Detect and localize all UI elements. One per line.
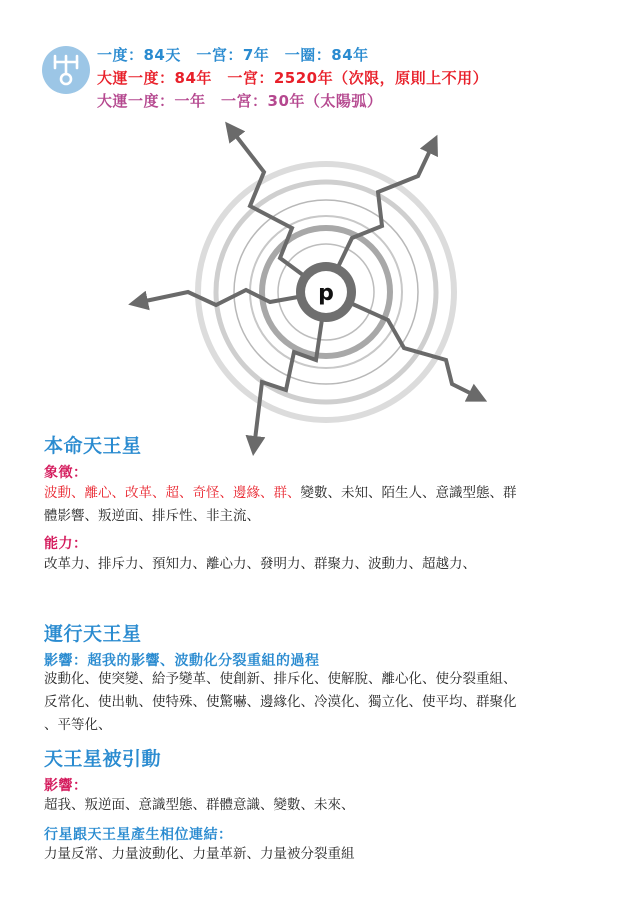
natal-ability-text: 改革力、排斥力、預知力、離心力、發明力、群聚力、波動力、超越力、 [44, 556, 476, 572]
natal-title: 本命天王星 [44, 435, 142, 457]
natal-symbol-line2: 體影響、叛逆面、排斥性、非主流、 [44, 508, 260, 524]
triggered-aspect-text: 力量反常、力量波動化、力量革新、力量被分裂重組 [44, 846, 355, 862]
transit-title: 運行天王星 [44, 623, 142, 645]
transit-line-1: 波動化、使突變、給予變革、使創新、排斥化、使解脫、離心化、使分裂重組、 [44, 671, 517, 687]
natal-symbol-label: 象徵： [44, 465, 88, 481]
natal-symbol-rest: 變數、未知、陌生人、意識型態、群 [300, 485, 517, 501]
header-line-2: 大運一度：84年 一宮：2520年（次限，原則上不用） [97, 69, 489, 87]
transit-line-3: 、平等化、 [44, 717, 112, 733]
triggered-title: 天王星被引動 [44, 748, 162, 770]
transit-text [44, 668, 592, 737]
transit-line-2: 反常化、使出軌、使特殊、使驚嚇、邊緣化、冷漠化、獨立化、使平均、群聚化 [44, 694, 517, 710]
center-label: p [318, 281, 334, 306]
natal-ability-label: 能力： [44, 536, 88, 552]
natal-symbol-red: 波動、離心、改革、超、奇怪、邊緣、群、 [44, 485, 301, 501]
triggered-aspect-label: 行星跟天王星產生相位連結： [44, 827, 233, 843]
header-line-3: 大運一度：一年 一宮：30年（太陽弧） [97, 92, 383, 110]
transit-influence-label: 影響：超我的影響、波動化分裂重組的過程 [44, 653, 320, 669]
uranus-diagram [100, 120, 520, 460]
header-line-1: 一度：84天 一宮：7年 一圈：84年 [97, 46, 369, 64]
natal-symbol-text [44, 482, 592, 528]
header-block [97, 44, 488, 113]
triggered-influence-label: 影響： [44, 778, 88, 794]
triggered-influence-text: 超我、叛逆面、意識型態、群體意識、變數、未來、 [44, 797, 355, 813]
uranus-symbol-icon [41, 45, 91, 95]
